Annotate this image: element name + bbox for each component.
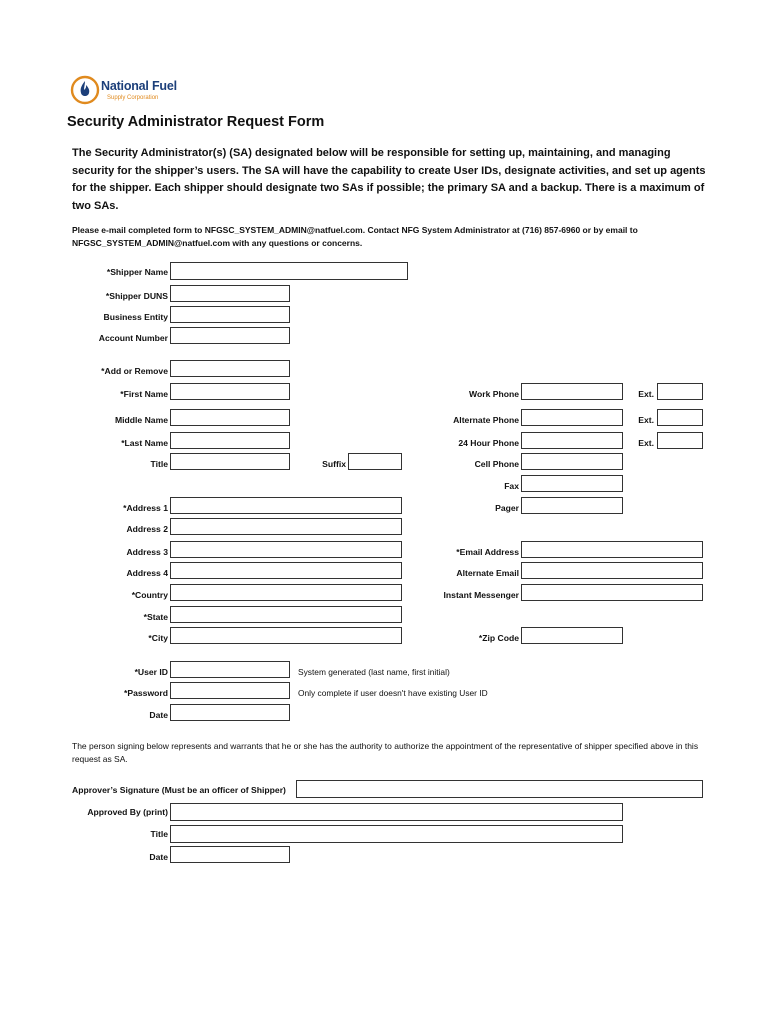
email-address-label: *Email Address xyxy=(456,547,519,557)
country-field[interactable] xyxy=(170,584,402,601)
alternate-email-label: Alternate Email xyxy=(456,568,519,578)
approver-title-field[interactable] xyxy=(170,825,623,843)
business-entity-field[interactable] xyxy=(170,306,290,323)
account-number-label: Account Number xyxy=(98,333,168,343)
approver-title-label: Title xyxy=(150,829,168,839)
zip-code-field[interactable] xyxy=(521,627,623,644)
password-label: *Password xyxy=(124,688,168,698)
work-ext-label: Ext. xyxy=(638,389,654,399)
instant-messenger-field[interactable] xyxy=(521,584,703,601)
address-3-label: Address 3 xyxy=(126,547,168,557)
work-phone-field[interactable] xyxy=(521,383,623,400)
business-entity-label: Business Entity xyxy=(103,312,168,322)
approver-signature-label: Approver’s Signature (Must be an officer of Shipper) xyxy=(72,785,286,795)
email-address-field[interactable] xyxy=(521,541,703,558)
24-hour-phone-label: 24 Hour Phone xyxy=(458,438,519,448)
country-label: *Country xyxy=(131,590,168,600)
address-2-field[interactable] xyxy=(170,518,402,535)
flame-logo-icon xyxy=(70,75,100,105)
state-label: *State xyxy=(143,612,168,622)
date-field[interactable] xyxy=(170,704,290,721)
account-number-field[interactable] xyxy=(170,327,290,344)
alternate-ext-field[interactable] xyxy=(657,409,703,426)
pager-label: Pager xyxy=(495,503,519,513)
password-note: Only complete if user doesn't have existing User ID xyxy=(298,688,488,698)
national-fuel-logo xyxy=(70,72,200,108)
address-4-label: Address 4 xyxy=(126,568,168,578)
logo-name: National Fuel xyxy=(101,79,177,93)
add-remove-field[interactable] xyxy=(170,360,290,377)
pager-field[interactable] xyxy=(521,497,623,514)
fax-label: Fax xyxy=(504,481,519,491)
intro-paragraph: The Security Administrator(s) (SA) designated below will be responsible for setting up, maintaining, and managing security for the shipper’s users. The SA will have the capability to create User IDs, designate activities, and set up agents for the shipper. Each shipper should designate two SAs if possible; the primary SA and a backup. There is a maximum of two SAs. xyxy=(72,147,706,212)
date-label: Date xyxy=(149,710,168,720)
approved-by-field[interactable] xyxy=(170,803,623,821)
alternate-phone-field[interactable] xyxy=(521,409,623,426)
24-hour-ext-field[interactable] xyxy=(657,432,703,449)
approval-date-label: Date xyxy=(149,852,168,862)
24-hour-ext-label: Ext. xyxy=(638,438,654,448)
address-1-field[interactable] xyxy=(170,497,402,514)
fax-field[interactable] xyxy=(521,475,623,492)
alternate-ext-label: Ext. xyxy=(638,415,654,425)
user-id-label: *User ID xyxy=(134,667,168,677)
user-id-note: System generated (last name, first initial) xyxy=(298,667,450,677)
title-label: Title xyxy=(150,459,168,469)
suffix-label: Suffix xyxy=(322,459,346,469)
address-4-field[interactable] xyxy=(170,562,402,579)
user-id-field[interactable] xyxy=(170,661,290,678)
alternate-email-field[interactable] xyxy=(521,562,703,579)
page-title: Security Administrator Request Form xyxy=(67,114,325,130)
city-field[interactable] xyxy=(170,627,402,644)
shipper-name-label: *Shipper Name xyxy=(106,267,168,277)
address-1-label: *Address 1 xyxy=(123,503,168,513)
shipper-name-field[interactable] xyxy=(170,262,408,280)
add-remove-label: *Add or Remove xyxy=(101,366,168,376)
shipper-duns-label: *Shipper DUNS xyxy=(105,291,168,301)
first-name-field[interactable] xyxy=(170,383,290,400)
approved-by-label: Approved By (print) xyxy=(87,807,168,817)
cell-phone-field[interactable] xyxy=(521,453,623,470)
suffix-field[interactable] xyxy=(348,453,402,470)
state-field[interactable] xyxy=(170,606,402,623)
title-field[interactable] xyxy=(170,453,290,470)
middle-name-label: Middle Name xyxy=(114,415,168,425)
city-label: *City xyxy=(148,633,168,643)
work-ext-field[interactable] xyxy=(657,383,703,400)
alternate-phone-label: Alternate Phone xyxy=(453,415,519,425)
address-2-label: Address 2 xyxy=(126,524,168,534)
address-3-field[interactable] xyxy=(170,541,402,558)
work-phone-label: Work Phone xyxy=(469,389,519,399)
shipper-duns-field[interactable] xyxy=(170,285,290,302)
last-name-field[interactable] xyxy=(170,432,290,449)
first-name-label: *First Name xyxy=(120,389,168,399)
24-hour-phone-field[interactable] xyxy=(521,432,623,449)
contact-instructions: Please e-mail completed form to NFGSC_SYSTEM_ADMIN@natfuel.com. Contact NFG System Administrator at (716) 857-6960 or by email to NFGSC_SYSTEM_ADMIN@natfuel.com with any questions or concerns. xyxy=(72,225,638,248)
warrant-paragraph: The person signing below represents and warrants that he or she has the authority to authorize the appointment of the representative of shipper specified above in this request as SA. xyxy=(72,741,699,764)
middle-name-field[interactable] xyxy=(170,409,290,426)
approver-signature-field[interactable] xyxy=(296,780,703,798)
last-name-label: *Last Name xyxy=(121,438,168,448)
instant-messenger-label: Instant Messenger xyxy=(443,590,519,600)
logo-subtitle: Supply Corporation xyxy=(107,95,159,101)
cell-phone-label: Cell Phone xyxy=(474,459,519,469)
password-field[interactable] xyxy=(170,682,290,699)
zip-code-label: *Zip Code xyxy=(478,633,519,643)
approval-date-field[interactable] xyxy=(170,846,290,863)
